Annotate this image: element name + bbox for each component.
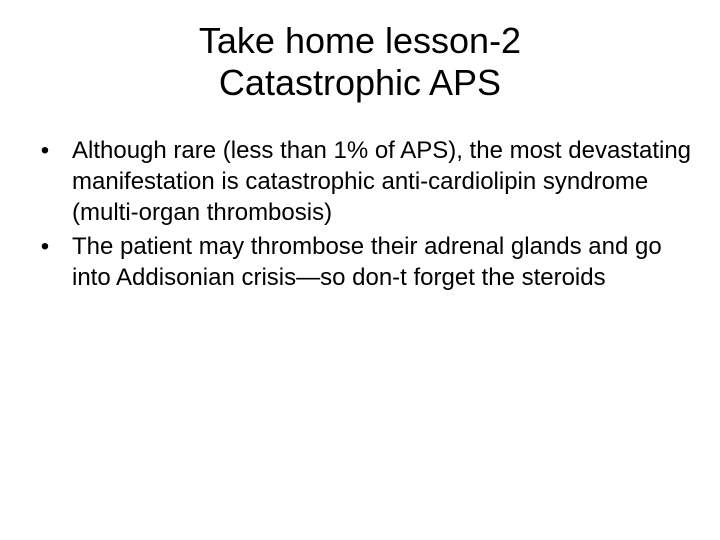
slide-title [60, 20, 660, 104]
bullet-item-1 [36, 135, 691, 228]
bullet-text-1: Although rare (less than 1% of APS), the most devastating manifestation is catastrophic anti-cardiolipin syndrome (multi-organ thrombosis) [72, 137, 692, 226]
bullet-item-2 [36, 231, 691, 293]
title-line-2: Catastrophic APS [218, 62, 502, 103]
title-line-1: Take home lesson-2 [198, 20, 522, 61]
bullet-icon: • [40, 137, 50, 164]
bullet-icon: • [40, 233, 50, 260]
bullet-text-2: The patient may thrombose their adrenal glands and go into Addisonian crisis—so don-t forget the steroids [72, 233, 662, 291]
bullet-list [36, 135, 691, 296]
